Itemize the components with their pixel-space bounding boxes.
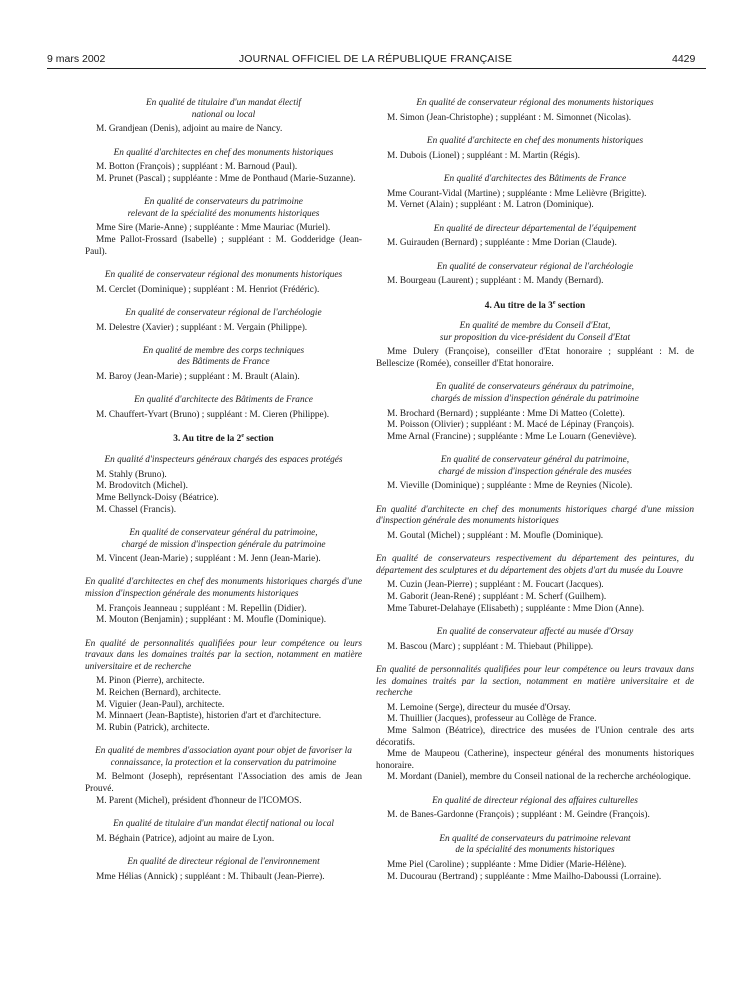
block-heading: En qualité d'architectes des Bâtiments de France [443, 173, 627, 184]
appointment-block [376, 136, 694, 162]
appointment-line: M. Brochard (Bernard) ; suppléante : Mme Di Matteo (Colette). [387, 408, 625, 419]
block-heading: En qualité de membre des corps techniques des Bâtiments de France [142, 345, 305, 368]
block-heading: En qualité de titulaire d'un mandat électif national ou local [113, 818, 334, 829]
block-heading: En qualité de conservateur régional des monuments historiques [104, 269, 343, 280]
appointment-block [376, 834, 694, 883]
block-heading: En qualité d'architecte des Bâtiments de France [134, 395, 313, 406]
appointment-block [85, 639, 362, 735]
block-heading: En qualité de titulaire d'un mandat électif national ou local [145, 98, 301, 120]
appointment-block [376, 382, 694, 443]
block-heading: En qualité de membres d'association ayant pour objet de favoriser la connaissance, la protection et la conservation du patrimoine [95, 746, 352, 768]
block-heading: En qualité de directeur régional des affaires culturelles [432, 795, 638, 806]
page-header [0, 0, 751, 65]
issue-date: 9 mars 2002 [47, 53, 106, 65]
block-heading: En qualité de conservateur régional de l'archéologie [125, 307, 322, 318]
appointment-line: M. Béghain (Patrice), adjoint au maire de Lyon. [96, 833, 275, 844]
appointment-line: M. Cuzin (Jean-Pierre) ; suppléant : M. Foucart (Jacques). [387, 580, 604, 591]
appointment-block [85, 819, 362, 845]
appointment-block [376, 455, 694, 493]
section-heading: 3. Au titre de la 2e section [173, 433, 274, 445]
appointment-block [376, 796, 694, 822]
appointment-line: M. Parent (Michel), président d'honneur de l'ICOMOS. [96, 795, 302, 806]
appointment-line: M. Ducourau (Bertrand) ; suppléante : Mme Mailho-Daboussi (Lorraine). [387, 871, 662, 882]
block-heading: En qualité de conservateur général du patrimoine, chargé de mission d'inspection générale du patrimoine [121, 527, 326, 550]
appointment-line: M. Chassel (Francis). [96, 504, 177, 515]
appointment-line: M. Dubois (Lionel) ; suppléant : M. Martin (Régis). [387, 150, 580, 161]
block-heading: En qualité de personnalités qualifiées pour leur compétence ou leurs travaux dans les domaines traités par la section, notamment en matière universitaire et de recherche [85, 638, 362, 672]
appointment-block [85, 346, 362, 384]
appointment-line: M. Viguier (Jean-Paul), architecte. [96, 699, 225, 710]
page-number: 4429 [672, 53, 696, 65]
appointment-block [85, 746, 362, 807]
appointment-block [85, 197, 362, 258]
appointment-line: M. Gaborit (Jean-René) ; suppléant : M. Scherf (Guilhem). [387, 592, 607, 603]
appointment-line: Mme de Maupeou (Catherine), inspecteur général des monuments historiques honoraire. [376, 749, 694, 771]
appointment-line: M. Mouton (Benjamin) ; suppléant : M. Moufle (Dominique). [96, 615, 327, 626]
appointment-line: Mme Arnal (Francine) ; suppléante : Mme Le Louarn (Geneviève). [387, 431, 637, 442]
appointment-line: M. Stahly (Bruno). [96, 469, 167, 480]
appointment-block [376, 174, 694, 212]
appointment-line: M. Vernet (Alain) ; suppléant : M. Latron (Dominique). [387, 200, 594, 211]
appointment-block [85, 455, 362, 516]
appointment-line: M. Brodovitch (Michel). [96, 481, 188, 492]
appointment-line: Mme Bellynck-Doisy (Béatrice). [96, 492, 219, 503]
appointment-line: Mme Courant-Vidal (Martine) ; suppléante : Mme Lelièvre (Brigitte). [387, 188, 647, 199]
appointment-line: Mme Pallot-Frossard (Isabelle) ; suppléant : M. Godderidge (Jean-Paul). [85, 234, 362, 257]
block-heading: En qualité de conservateurs respectivement du département des peintures, du département des sculptures et du département des objets d'art du musée du Louvre [376, 554, 694, 576]
appointment-line: M. Chauffert-Yvart (Bruno) ; suppléant : M. Cieren (Philippe). [96, 410, 330, 421]
appointment-line: M. Bourgeau (Laurent) ; suppléant : M. Mandy (Bernard). [387, 276, 604, 287]
journal-title: JOURNAL OFFICIEL DE LA RÉPUBLIQUE FRANÇAISE [238, 53, 513, 65]
block-heading: En qualité d'architecte en chef des monuments historiques [426, 135, 644, 146]
appointment-line: M. Pinon (Pierre), architecte. [96, 676, 205, 687]
appointment-line: M. Rubin (Patrick), architecte. [96, 722, 210, 733]
block-heading: En qualité de directeur régional de l'environnement [127, 856, 320, 867]
appointment-line: M. de Banes-Gardonne (François) ; suppléant : M. Geindre (François). [387, 810, 650, 821]
appointment-block [376, 224, 694, 250]
appointment-block [85, 98, 362, 136]
appointment-line: Mme Taburet-Delahaye (Elisabeth) ; suppléante : Mme Dion (Anne). [387, 603, 645, 614]
block-heading: En qualité d'architectes en chef des monuments historiques chargés d'une mission d'inspection générale des monuments historiques [85, 577, 362, 600]
block-heading: En qualité de conservateur général du patrimoine, chargé de mission d'inspection générale des musées [438, 455, 632, 477]
block-heading: En qualité de conservateurs du patrimoine relevant de la spécialité des monuments historiques [127, 197, 320, 219]
left-column [85, 98, 362, 895]
appointment-block [85, 577, 362, 626]
appointment-block [376, 665, 694, 784]
appointment-line: M. Thuillier (Jacques), professeur au Collège de France. [387, 714, 597, 725]
block-heading: En qualité de membre du Conseil d'Etat, sur proposition du vice-président du Conseil d'Etat [439, 321, 631, 343]
block-heading: En qualité de conservateurs généraux du patrimoine, chargés de mission d'inspection générale du patrimoine [431, 382, 639, 404]
appointment-line: M. Belmont (Joseph), représentant l'Association des amis de Jean Prouvé. [85, 772, 362, 794]
appointment-block [376, 321, 694, 370]
appointment-block [85, 528, 362, 566]
appointment-line: M. Vieville (Dominique) ; suppléante : Mme de Reynies (Nicole). [387, 481, 633, 492]
appointment-line: M. Bascou (Marc) ; suppléant : M. Thiebaut (Philippe). [387, 641, 594, 652]
block-heading: En qualité de directeur départemental de l'équipement [433, 223, 637, 234]
appointment-line: Mme Sire (Marie-Anne) ; suppléante : Mme Mauriac (Muriel). [96, 223, 331, 234]
block-heading: En qualité d'architectes en chef des monuments historiques [113, 147, 334, 158]
appointment-line: M. Botton (François) ; suppléant : M. Barnoud (Paul). [96, 162, 298, 173]
appointment-line: M. Poisson (Olivier) ; suppléant : M. Macé de Lépinay (François). [387, 420, 635, 431]
appointment-block [376, 554, 694, 615]
right-column [376, 98, 694, 895]
appointment-line: M. Reichen (Bernard), architecte. [96, 688, 221, 699]
appointment-block [376, 98, 694, 124]
appointment-block [85, 148, 362, 186]
appointment-line: Mme Dulery (Françoise), conseiller d'Etat honoraire ; suppléant : M. de Bellescize (Romée), conseiller d'Etat honoraire. [376, 347, 694, 369]
appointment-block [85, 857, 362, 883]
block-heading: En qualité d'inspecteurs généraux chargés des espaces protégés [104, 455, 343, 466]
appointment-line: Mme Salmon (Béatrice), directrice des musées de l'Union centrale des arts décoratifs. [376, 726, 694, 748]
block-heading: En qualité de personnalités qualifiées pour leur compétence ou leurs travaux dans les domaines traités par la section, notamment en matière universitaire et de recherche [376, 665, 694, 699]
appointment-block [85, 395, 362, 421]
header-rule [47, 68, 706, 69]
appointment-line: M. Delestre (Xavier) ; suppléant : M. Vergain (Philippe). [96, 322, 308, 333]
appointment-block [376, 627, 694, 653]
block-heading: En qualité de conservateurs du patrimoine relevant de la spécialité des monuments historiques [439, 833, 631, 856]
section-heading: 4. Au titre de la 3e section [484, 299, 586, 311]
appointment-line: M. Prunet (Pascal) ; suppléante : Mme de Ponthaud (Marie-Suzanne). [96, 173, 356, 184]
appointment-line: M. Vincent (Jean-Marie) ; suppléant : M. Jenn (Jean-Marie). [96, 554, 321, 565]
appointment-line: M. Goutal (Michel) ; suppléant : M. Moufle (Dominique). [387, 530, 604, 541]
appointment-line: M. Lemoine (Serge), directeur du musée d'Orsay. [387, 702, 571, 713]
appointment-line: M. Minnaert (Jean-Baptiste), historien d'art et d'architecture. [96, 711, 322, 722]
block-heading: En qualité de conservateur affecté au musée d'Orsay [436, 627, 634, 638]
block-heading: En qualité de conservateur régional des monuments historiques [416, 98, 654, 108]
appointment-line: M. Simon (Jean-Christophe) ; suppléant : M. Simonnet (Nicolas). [387, 112, 632, 123]
appointment-block [85, 308, 362, 334]
appointment-line: M. Cerclet (Dominique) ; suppléant : M. Henriot (Frédéric). [96, 284, 320, 295]
appointment-line: Mme Piel (Caroline) ; suppléante : Mme Didier (Marie-Hélène). [387, 859, 627, 870]
appointment-block [85, 270, 362, 296]
appointment-line: Mme Hélias (Annick) ; suppléant : M. Thibault (Jean-Pierre). [96, 871, 325, 882]
block-heading: En qualité d'architecte en chef des monuments historiques chargé d'une mission d'inspection générale des monuments historiques [376, 504, 694, 527]
appointment-block [376, 262, 694, 288]
appointment-line: M. François Jeanneau ; suppléant : M. Repellin (Didier). [96, 603, 307, 614]
appointment-line: M. Baroy (Jean-Marie) ; suppléant : M. Brault (Alain). [96, 372, 300, 383]
appointment-block [376, 505, 694, 543]
block-heading: En qualité de conservateur régional de l'archéologie [436, 261, 634, 272]
appointment-line: M. Mordant (Daniel), membre du Conseil national de la recherche archéologique. [387, 772, 691, 783]
appointment-line: M. Guirauden (Bernard) ; suppléante : Mme Dorian (Claude). [387, 238, 617, 249]
appointment-line: M. Grandjean (Denis), adjoint au maire de Nancy. [96, 124, 283, 135]
